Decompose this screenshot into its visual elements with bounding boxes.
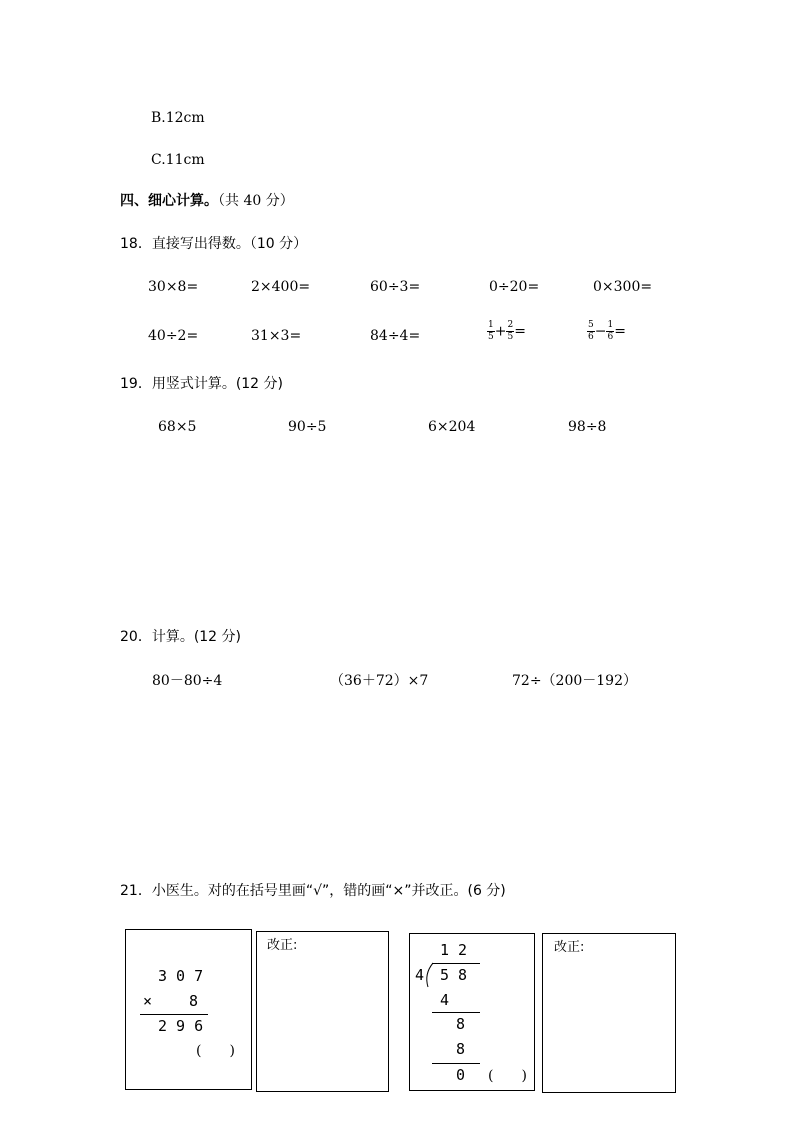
q18-item: 0÷20=: [489, 279, 540, 295]
multiplication-result: 2 9 6: [158, 1017, 204, 1035]
division-step: 8: [456, 1015, 466, 1033]
q18-item: 0×300=: [593, 279, 653, 295]
q20-item: 80－80÷4: [152, 673, 223, 689]
division-rule: [432, 1012, 480, 1013]
q19-item: 90÷5: [288, 419, 327, 435]
option-b: B.12cm: [151, 110, 205, 126]
option-c: C.11cm: [151, 152, 205, 168]
q19-title: 19．用竖式计算。(12 分): [120, 376, 284, 392]
multiplication-rule: [140, 1014, 208, 1015]
section-4-title: 四、细心计算。: [120, 193, 218, 209]
division-step: 8: [456, 1040, 466, 1058]
q18-fraction-diff: $\frac{5}{6}$ − $\frac{1}{6}$ =: [588, 320, 626, 342]
q18-item: 84÷4=: [370, 328, 421, 344]
q18-fraction-sum: $\frac{1}{5}$ + $\frac{2}{5}$ =: [488, 320, 526, 342]
division-divisor: 4: [415, 966, 425, 984]
multiplication-answer-paren: ( ): [196, 1043, 235, 1059]
q18-item: 30×8=: [148, 279, 199, 295]
multiplication-operator: ×: [143, 992, 153, 1010]
q18-item: 40÷2=: [148, 328, 199, 344]
correction-box-left[interactable]: [256, 931, 389, 1092]
division-remainder: 0: [456, 1066, 466, 1084]
q18-item: 2×400=: [251, 279, 311, 295]
division-answer-paren: ( ): [488, 1068, 527, 1084]
division-bar: [432, 963, 480, 964]
q18-title: 18．直接写出得数。（10 分）: [120, 236, 308, 252]
q20-item: 72÷（200－192）: [512, 673, 637, 689]
q19-item: 68×5: [158, 419, 197, 435]
division-quotient: 1 2: [440, 941, 468, 959]
q18-item: 60÷3=: [370, 279, 421, 295]
correction-label: 改正:: [267, 938, 298, 953]
division-step: 4: [440, 991, 450, 1009]
multiplication-multiplier: 8: [189, 992, 199, 1010]
q19-item: 6×204: [428, 419, 476, 435]
q21-title: 21．小医生。对的在括号里画“√”，错的画“×”并改正。(6 分): [120, 883, 506, 899]
division-dividend: 5 8: [440, 966, 468, 984]
correction-box-right[interactable]: [542, 933, 676, 1093]
section-4-heading: [120, 194, 294, 208]
q18-item: 31×3=: [251, 328, 302, 344]
division-rule: [432, 1063, 480, 1064]
q20-item: （36＋72）×7: [330, 673, 429, 689]
correction-label: 改正:: [554, 940, 585, 955]
section-4-score: （共 40 分）: [218, 193, 294, 209]
multiplication-top: 3 0 7: [158, 967, 204, 985]
q20-title: 20．计算。(12 分): [120, 629, 242, 645]
q19-item: 98÷8: [568, 419, 607, 435]
